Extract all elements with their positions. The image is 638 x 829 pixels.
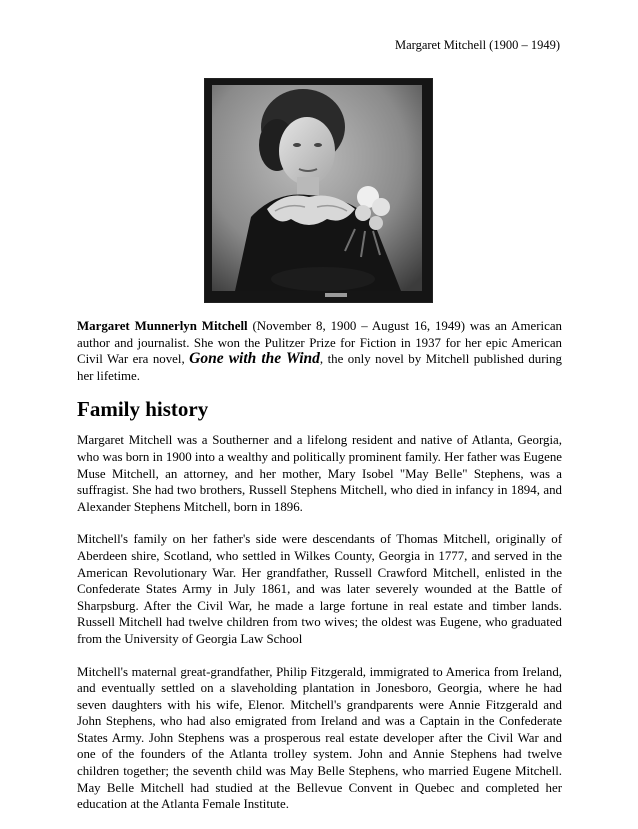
document-body: [77, 318, 562, 829]
novel-title: Gone with the Wind: [189, 350, 320, 368]
intro-text: (November 8, 1900 – August 16, 1949) was an American author and journalist. She won the Pulitzer Prize for Fiction in 1937 for her epic American Civil War era novel,: [77, 319, 562, 367]
intro-text-end: , the only novel by Mitchell published during her lifetime.: [77, 352, 562, 383]
section-heading: Family history: [77, 397, 209, 422]
paragraph-3: Mitchell's maternal great-grandfather, Philip Fitzgerald, immigrated to America from Ireland, and eventually settled on a slaveholding plantation in Jonesboro, Georgia, where he had seven daughters with his wife, Elenor. Mitchell's grandparents were Annie Fitzgerald and John Stephens, who had also emigrated from Ireland and was a Captain in the Confederate States Army. John Stephens was a prosperous real estate developer after the Civil War and one of the founders of the Atlanta trolley system. John and Annie Stephens had twelve children together; the seventh child was May Belle Stephens, who married Eugene Mitchell. May Belle Mitchell had studied at the Bellevue Convent in Quebec and completed her education at the Atlanta Female Institute.: [77, 664, 562, 812]
subject-name: Margaret Munnerlyn Mitchell: [77, 319, 248, 333]
intro-paragraph: [77, 318, 562, 384]
portrait-image: [205, 79, 432, 302]
page-header-title: Margaret Mitchell (1900 – 1949): [394, 38, 560, 52]
portrait-photo: [204, 78, 433, 303]
paragraph-1: Margaret Mitchell was a Southerner and a lifelong resident and native of Atlanta, Georgia, who was born in 1900 into a wealthy and politically prominent family. Her father was Eugene Muse Mitchell, an attorney, and her mother, Mary Isobel "May Belle" Stephens, was a suffragist. She had two brothers, Russell Stephens Mitchell, who died in infancy in 1894, and Alexander Stephens Mitchell, born in 1896.: [77, 433, 562, 514]
paragraph-2: Mitchell's family on her father's side were descendants of Thomas Mitchell, originally of Aberdeen shire, Scotland, who settled in Wilkes County, Georgia in 1777, and served in the American Revolutionary War. Her grandfather, Russell Crawford Mitchell, enlisted in the Confederate States Army in July 1861, and was later severely wounded at the Battle of Sharpsburg. After the Civil War, he made a large fortune in real estate and timber lands. Russell Mitchell had twelve children from two wives; the oldest was Eugene, who graduated from the University of Georgia Law School: [77, 532, 562, 646]
